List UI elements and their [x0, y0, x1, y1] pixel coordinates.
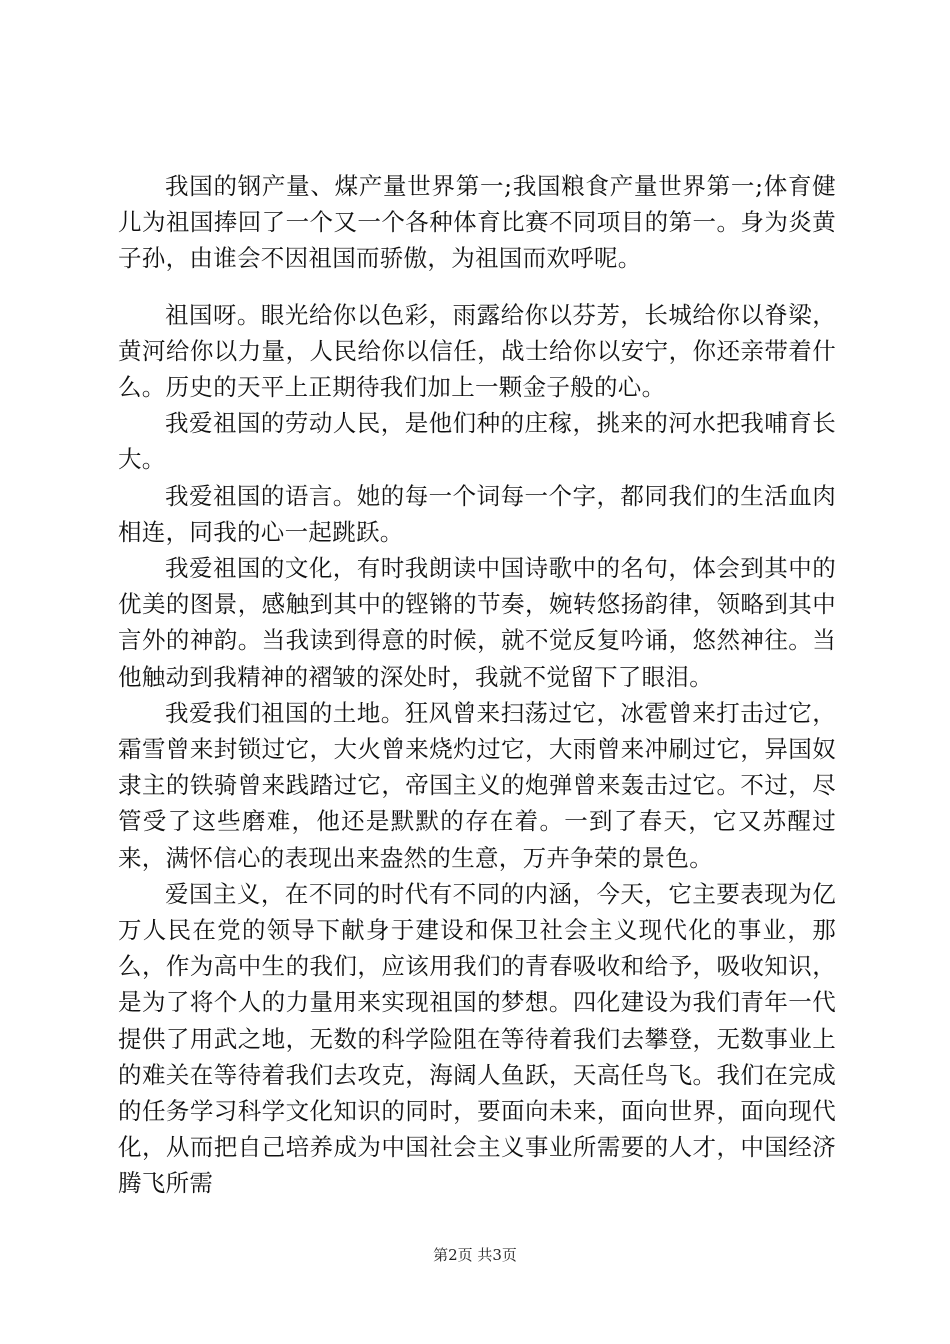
- paragraph: 祖国呀。眼光给你以色彩，雨露给你以芬芳，长城给你以脊梁，黄河给你以力量，人民给你以信任，战士给你以安宁，你还亲带着什么。历史的天平上正期待我们加上一颗金子般的心。: [118, 300, 836, 402]
- paragraph: 我爱祖国的语言。她的每一个词每一个字，都同我们的生活血肉相连，同我的心一起跳跃。: [118, 481, 836, 546]
- paragraph: 我爱祖国的劳动人民，是他们种的庄稼，挑来的河水把我哺育长大。: [118, 409, 836, 474]
- document-body: [118, 0, 836, 1202]
- paragraph: 我国的钢产量、煤产量世界第一;我国粮食产量世界第一;体育健儿为祖国捧回了一个又一个各种体育比赛不同项目的第一。身为炎黄子孙，由谁会不因祖国而骄傲，为祖国而欢呼呢。: [118, 172, 836, 273]
- paragraph: 我爱祖国的文化，有时我朗读中国诗歌中的名句，体会到其中的优美的图景，感触到其中的铿锵的节奏，婉转悠扬韵律，领略到其中言外的神韵。当我读到得意的时候，就不觉反复吟诵，悠然神往。当他触动到我精神的褶皱的深处时，我就不觉留下了眼泪。: [118, 554, 836, 691]
- page-footer: 第2页 共3页: [433, 1246, 517, 1264]
- paragraph: 我爱我们祖国的土地。狂风曾来扫荡过它，冰雹曾来打击过它，霜雪曾来封锁过它，大火曾来烧灼过它，大雨曾来冲刷过它，异国奴隶主的铁骑曾来践踏过它，帝国主义的炮弹曾来轰击过它。不过，尽管受了这些磨难，他还是默默的存在着。一到了春天，它又苏醒过来，满怀信心的表现出来盎然的生意，万卉争荣的景色。: [118, 698, 836, 872]
- paragraph: 爱国主义，在不同的时代有不同的内涵，今天，它主要表现为亿万人民在党的领导下献身于建设和保卫社会主义现代化的事业，那么，作为高中生的我们，应该用我们的青春吸收和给予，吸收知识，是为了将个人的力量用来实现祖国的梦想。四化建设为我们青年一代提供了用武之地，无数的科学险阻在等待着我们去攀登，无数事业上的难关在等待着我们去攻克，海阔人鱼跃，天高任鸟飞。我们在完成的任务学习科学文化知识的同时，要面向未来，面向世界，面向现代化，从而把自己培养成为中国社会主义事业所需要的人才，中国经济腾飞所需: [118, 879, 836, 1198]
